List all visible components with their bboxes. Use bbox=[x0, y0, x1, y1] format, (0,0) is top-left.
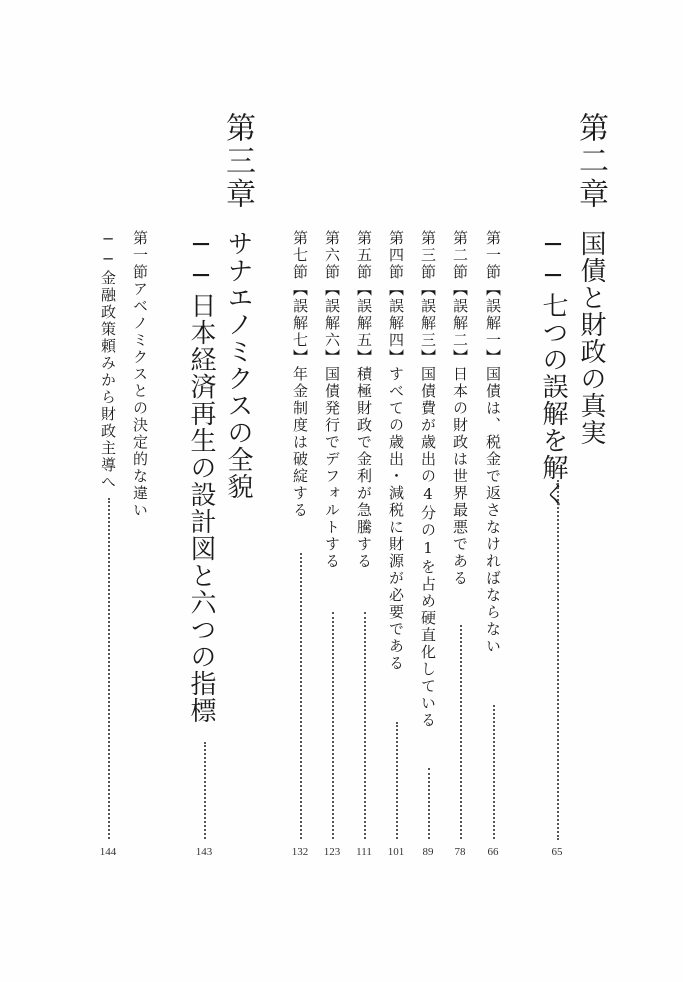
page-number: 78 bbox=[454, 846, 466, 858]
toc-entry-ch2-sec2[interactable] bbox=[452, 230, 467, 587]
leader-dots bbox=[396, 722, 398, 839]
leader-dots bbox=[493, 705, 495, 839]
chapter-3-subtitle[interactable]: ──日本経済再生の設計図と六つの指標 bbox=[186, 230, 216, 724]
misconception-tag: 【誤解三】 bbox=[419, 281, 437, 366]
entry-text: アベノミクスとの決定的な違い bbox=[131, 281, 149, 519]
entry-text: すべての歳出・減税に財源が必要である bbox=[387, 366, 405, 672]
misconception-tag: 【誤解七】 bbox=[291, 281, 309, 366]
chapter-2-subtitle[interactable]: ──七つの誤解を解く bbox=[538, 230, 568, 508]
chapter-2-title[interactable]: 国債と財政の真実 bbox=[576, 230, 606, 446]
page-number: 101 bbox=[387, 846, 405, 858]
chapter-3-label: 第三章 bbox=[220, 112, 255, 211]
entry-text: 国債は、税金で返さなければならない bbox=[484, 366, 502, 655]
page-number: 66 bbox=[487, 846, 499, 858]
chapter-3-title[interactable]: サナエノミクスの全貌 bbox=[223, 230, 253, 500]
leader-dots bbox=[428, 768, 430, 839]
misconception-tag: 【誤解五】 bbox=[355, 281, 373, 366]
entry-text: 年金制度は破綻する bbox=[291, 366, 309, 519]
entry-text: 積極財政で金利が急騰する bbox=[355, 366, 373, 570]
leader-dots bbox=[460, 625, 462, 839]
page-number: 89 bbox=[422, 846, 434, 858]
page-number: 132 bbox=[291, 846, 309, 858]
page-number: 123 bbox=[323, 846, 341, 858]
section-label: 第六節 bbox=[323, 230, 341, 281]
entry-text: 日本の財政は世界最悪である bbox=[451, 366, 469, 587]
leader-dots bbox=[204, 742, 206, 839]
section-label: 第七節 bbox=[291, 230, 309, 281]
toc-entry-ch3-sec1-subtitle[interactable]: ──金融政策頼みから財政主導へ bbox=[99, 230, 117, 491]
section-label: 第三節 bbox=[419, 230, 437, 281]
chapter-3-page-number: 143 bbox=[195, 846, 213, 858]
entry-text: 国債発行でデフォルトする bbox=[323, 366, 341, 570]
misconception-tag: 【誤解六】 bbox=[323, 281, 341, 366]
toc-entry-ch2-sec7[interactable] bbox=[292, 230, 307, 519]
toc-entry-ch2-sec3[interactable] bbox=[420, 230, 435, 729]
section-label: 第四節 bbox=[387, 230, 405, 281]
section-label: 第五節 bbox=[355, 230, 373, 281]
leader-dots bbox=[108, 498, 110, 839]
section-label: 第一節 bbox=[484, 230, 502, 281]
toc-entry-ch2-sec1[interactable] bbox=[485, 230, 500, 655]
page-number: 144 bbox=[99, 846, 117, 858]
leader-dots bbox=[332, 612, 334, 839]
chapter-2-page-number: 65 bbox=[551, 846, 563, 858]
leader-dots bbox=[364, 612, 366, 839]
misconception-tag: 【誤解四】 bbox=[387, 281, 405, 366]
misconception-tag: 【誤解二】 bbox=[451, 281, 469, 366]
section-label: 第一節 bbox=[131, 230, 149, 281]
page-number: 111 bbox=[356, 846, 372, 858]
toc-entry-ch2-sec6[interactable] bbox=[324, 230, 339, 570]
misconception-tag: 【誤解一】 bbox=[484, 281, 502, 366]
toc-entry-ch2-sec4[interactable] bbox=[388, 230, 403, 672]
section-label: 第二節 bbox=[451, 230, 469, 281]
toc-entry-ch3-sec1[interactable] bbox=[132, 230, 147, 519]
chapter-2-label: 第二章 bbox=[573, 112, 608, 211]
leader-dots bbox=[300, 553, 302, 839]
entry-text: 国債費が歳出の4分の1を占め硬直化している bbox=[419, 366, 437, 729]
leader-dots bbox=[557, 480, 559, 840]
toc-entry-ch2-sec5[interactable] bbox=[356, 230, 371, 570]
